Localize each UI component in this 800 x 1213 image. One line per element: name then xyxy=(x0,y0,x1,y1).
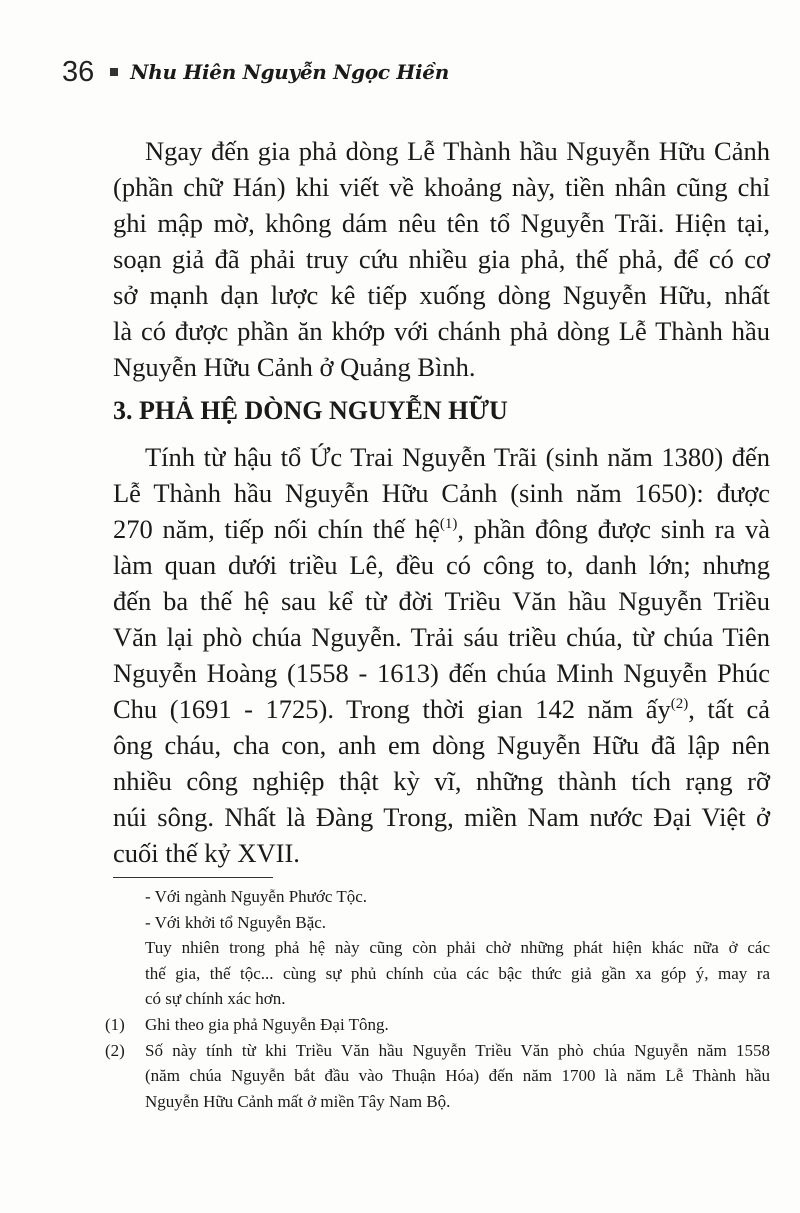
footnote-2 xyxy=(105,1038,770,1064)
text-line: nhiều công nghiệp thật kỳ vĩ, những thành tích rạng rỡ xyxy=(113,766,770,796)
footnote-number: (2) xyxy=(105,1040,125,1060)
running-header xyxy=(62,52,449,92)
text-span: , phần đông được sinh ra và xyxy=(457,514,770,544)
footnote-line: - Với khởi tổ Nguyễn Bặc. xyxy=(145,912,327,932)
text-line: Nguyễn Hữu Cảnh ở Quảng Bình. xyxy=(113,352,476,382)
footnote-1 xyxy=(105,1012,770,1038)
bullet-square-icon xyxy=(110,68,118,76)
footnote-text: Số này tính từ khi Triều Văn hầu Nguyễn Triều Văn phò chúa Nguyễn năm 1558 xyxy=(145,1040,770,1060)
footnotes xyxy=(105,884,770,1114)
footnote-line: Tuy nhiên trong phả hệ này cũng còn phải chờ những phát hiện khác nữa ở các xyxy=(145,938,770,958)
text-span: 270 năm, tiếp nối chín thế hệ xyxy=(113,514,440,544)
text-span: Chu (1691 - 1725). Trong thời gian 142 năm ấy xyxy=(113,694,671,724)
footnote-ref: (1) xyxy=(439,516,458,533)
text-line: soạn giả đã phải truy cứu nhiều gia phả, thế phả, để có cơ xyxy=(113,244,770,274)
text-span: , tất cả xyxy=(688,694,770,724)
page-number: 36 xyxy=(62,55,95,88)
text-line: núi sông. Nhất là Đàng Trong, miền Nam nước Đại Việt ở xyxy=(113,802,770,832)
footnote-line: - Với ngành Nguyễn Phước Tộc. xyxy=(145,887,368,906)
text-line: ghi mập mờ, không dám nêu tên tổ Nguyễn Trãi. Hiện tại, xyxy=(113,208,770,238)
footnote-divider xyxy=(113,877,273,878)
footnote-line: thế gia, thế tộc... cùng sự phủ chính của các bậc thức giả gần xa góp ý, may ra xyxy=(145,963,770,983)
text-line: Ngay đến gia phả dòng Lễ Thành hầu Nguyễn Hữu Cảnh xyxy=(145,136,770,166)
footnote-line: Nguyễn Hữu Cảnh mất ở miền Tây Nam Bộ. xyxy=(145,1091,451,1111)
text-line: là có được phần ăn khớp với chánh phả dòng Lễ Thành hầu xyxy=(113,316,770,346)
footnote-line: có sự chính xác hơn. xyxy=(145,989,286,1009)
text-line: Văn lại phò chúa Nguyễn. Trải sáu triều chúa, từ chúa Tiên xyxy=(113,622,770,652)
paragraph-2 xyxy=(113,439,770,871)
text-line: Tính từ hậu tổ Ức Trai Nguyễn Trãi (sinh năm 1380) đến xyxy=(145,442,770,472)
text-line: làm quan dưới triều Lê, đều có công to, danh lớn; nhưng xyxy=(113,550,770,580)
text-line: Lễ Thành hầu Nguyễn Hữu Cảnh (sinh năm 1650): được xyxy=(113,478,770,508)
author-name: Nhu Hiên Nguyễn Ngọc Hiền xyxy=(130,60,449,84)
section-heading: 3. PHẢ HỆ DÒNG NGUYỄN HỮU xyxy=(113,396,508,425)
footnote-number: (1) xyxy=(105,1014,125,1034)
text-line: Nguyễn Hoàng (1558 - 1613) đến chúa Minh Nguyễn Phúc xyxy=(113,658,770,688)
footnote-ref: (2) xyxy=(670,696,689,713)
text-line: ông cháu, cha con, anh em dòng Nguyễn Hữu đã lập nên xyxy=(113,730,770,760)
page-content xyxy=(105,133,770,1114)
paragraph-1 xyxy=(113,133,770,385)
text-line: đến ba thế hệ sau kể từ đời Triều Văn hầu Nguyễn Triều xyxy=(113,586,770,616)
footnote-line: (năm chúa Nguyễn bắt đầu vào Thuận Hóa) đến năm 1700 là năm Lễ Thành hầu xyxy=(145,1066,770,1086)
text-line: (phần chữ Hán) khi viết về khoảng này, tiền nhân cũng chỉ xyxy=(113,172,770,202)
text-line: cuối thế kỷ XVII. xyxy=(113,838,300,868)
footnote-text: Ghi theo gia phả Nguyễn Đại Tông. xyxy=(145,1014,389,1034)
text-line: sở mạnh dạn lược kê tiếp xuống dòng Nguyễn Hữu, nhất xyxy=(113,280,770,310)
text-line xyxy=(113,511,770,547)
text-line xyxy=(113,691,770,727)
